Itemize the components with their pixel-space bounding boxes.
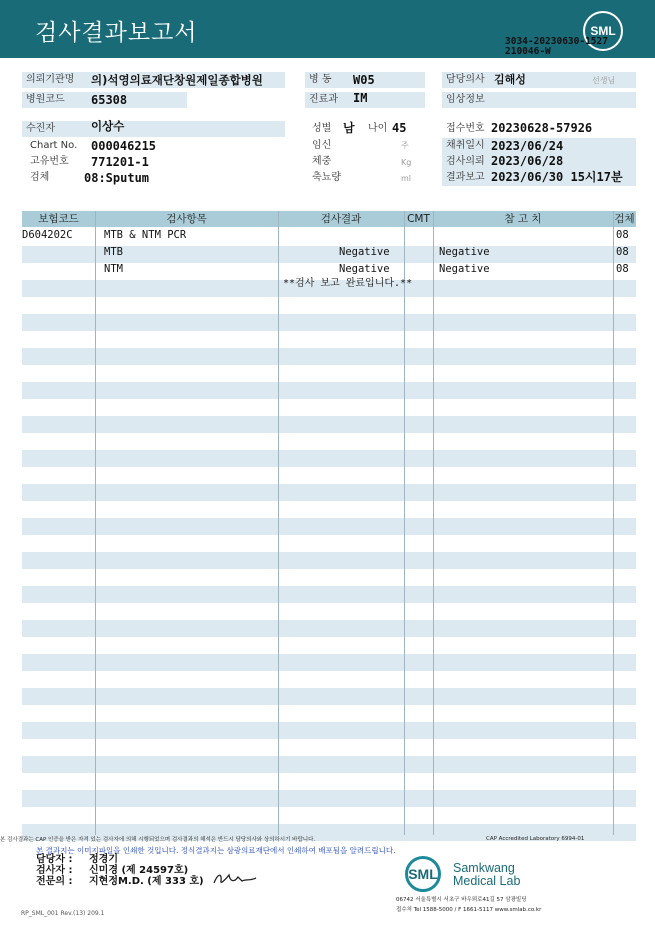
doctor-suffix: 선생님 [592, 76, 616, 85]
lab-name-1: Samkwang [453, 861, 515, 875]
id-value: 771201-1 [91, 155, 149, 169]
request-value: 2023/06/28 [491, 154, 564, 168]
hospital-label: 의뢰기관명 [26, 74, 75, 85]
samkwang-logo-icon: SML [405, 856, 441, 892]
col-divider [95, 211, 96, 835]
row-item: NTM [104, 263, 123, 275]
tester-value: 신미경 (제 24597호) [89, 865, 189, 876]
row-spec: 08 [616, 263, 629, 275]
id-label: 고유번호 [30, 156, 69, 167]
table-row-band [22, 654, 636, 671]
table-row-band [22, 484, 636, 501]
chart-label: Chart No. [30, 140, 78, 151]
table-row-band [22, 416, 636, 433]
request-label: 검사의뢰 [446, 156, 485, 167]
complete-note: **검사 보고 완료입니다.** [283, 278, 413, 289]
table-row-band [22, 382, 636, 399]
tester-label: 검사자 : [36, 865, 73, 876]
report-value: 2023/06/30 15시17분 [491, 170, 623, 184]
specialist-label: 전문의 : [36, 876, 73, 887]
th-result: 검사결과 [320, 213, 362, 225]
receipt-label: 접수번호 [446, 123, 485, 134]
sex-value: 남 [343, 121, 355, 135]
chart-value: 000046215 [91, 139, 157, 153]
collect-label: 채취일시 [446, 140, 485, 151]
receipt-value: 20230628-57926 [491, 121, 593, 135]
notice-text: 본 결과지는 이미지파일을 인쇄한 것입니다. 정식결과지는 삼광의료재단에서 인쇄하여 배포됨을 알려드립니다. [36, 846, 396, 855]
lab-address: 06742 서울특별시 서초구 바우뫼로41길 57 삼광빌딩 [396, 897, 527, 903]
hospcode-label: 병원코드 [26, 94, 65, 105]
hospcode-value: 65308 [91, 93, 128, 107]
ward-value: W05 [353, 73, 375, 87]
urine-unit: ml [401, 174, 412, 183]
lab-name-2: Medical Lab [453, 874, 521, 888]
th-reference: 참 고 치 [504, 213, 542, 225]
table-row-band [22, 688, 636, 705]
th-specimen: 검체 [614, 213, 635, 225]
hospital-value: 의)석영의료재단창원제일종합병원 [91, 73, 263, 87]
lab-name [453, 862, 520, 888]
dept-value: IM [353, 91, 368, 105]
weight-label: 체중 [312, 156, 332, 167]
specimen-value: 08:Sputum [84, 171, 150, 185]
table-row-band [22, 348, 636, 365]
table-row-band [22, 552, 636, 569]
row-result: Negative [339, 246, 390, 258]
cap-note: CAP Accredited Laboratory 6994-01 [486, 836, 585, 842]
table-row-band [22, 756, 636, 773]
row-ref: Negative [439, 246, 490, 258]
th-cmt: CMT [407, 213, 430, 225]
table-row-band [22, 518, 636, 535]
disclaimer-top: 본 검사결과는 CAP 인증을 받은 자격 있는 검사자에 의해 시행되었으며 검사결과의 해석은 반드시 담당의사와 상의하시기 바랍니다. [0, 837, 316, 843]
table-row-band [22, 722, 636, 739]
preg-label: 임신 [312, 140, 332, 151]
ward-label: 병 동 [309, 74, 332, 85]
th-insurance-code: 보험코드 [38, 213, 79, 225]
report-label: 결과보고 [446, 172, 485, 183]
sml-logo: SML [583, 11, 623, 51]
row-spec: 08 [616, 246, 629, 258]
table-row-band [22, 450, 636, 467]
row-result: Negative [339, 263, 390, 275]
report-title: 검사결과보고서 [35, 20, 198, 46]
document-number: 3034-20230630-1527 210046-W [505, 36, 608, 57]
th-test-item: 검사항목 [166, 213, 207, 225]
row-item: MTB & NTM PCR [104, 229, 187, 241]
clinical-label-box [442, 92, 636, 108]
age-label: 나이 [368, 123, 388, 134]
clinical-label: 임상정보 [446, 94, 485, 105]
specialist-value: 지현정M.D. (제 333 호) [89, 876, 204, 887]
collect-value: 2023/06/24 [491, 139, 564, 153]
name-label: 수진자 [26, 123, 55, 134]
row-spec: 08 [616, 229, 629, 241]
name-value: 이상수 [91, 119, 125, 133]
doctor-value: 김해성 [494, 73, 526, 86]
table-row-band [22, 586, 636, 603]
form-code: RP_SML_001 Rev.(13) 209.1 [21, 910, 105, 917]
col-divider [404, 211, 405, 835]
weight-unit: Kg [401, 158, 412, 167]
col-divider [613, 211, 614, 835]
reporter-value: 정경기 [89, 854, 118, 865]
dept-label: 진료과 [309, 94, 338, 105]
sex-label: 성별 [312, 123, 332, 134]
table-row-band [22, 790, 636, 807]
table-row-band [22, 620, 636, 637]
name-label-box [22, 121, 285, 137]
preg-unit: 주 [401, 141, 409, 150]
reporter-label: 담당자 : [36, 854, 73, 865]
row-item: MTB [104, 246, 123, 258]
doctor-label: 담당의사 [446, 74, 485, 85]
specimen-label: 검체 [30, 172, 50, 183]
table-row-band [22, 314, 636, 331]
row-code: D604202C [22, 229, 73, 241]
lab-phone: 접수처 Tel 1588-5000 / F 1661-5117 www.smlab.co.kr [396, 907, 542, 913]
row-ref: Negative [439, 263, 490, 275]
urine-label: 축뇨량 [312, 172, 341, 183]
col-divider [278, 211, 279, 835]
age-value: 45 [392, 121, 407, 135]
col-divider [433, 211, 434, 835]
signature-image [212, 869, 258, 887]
